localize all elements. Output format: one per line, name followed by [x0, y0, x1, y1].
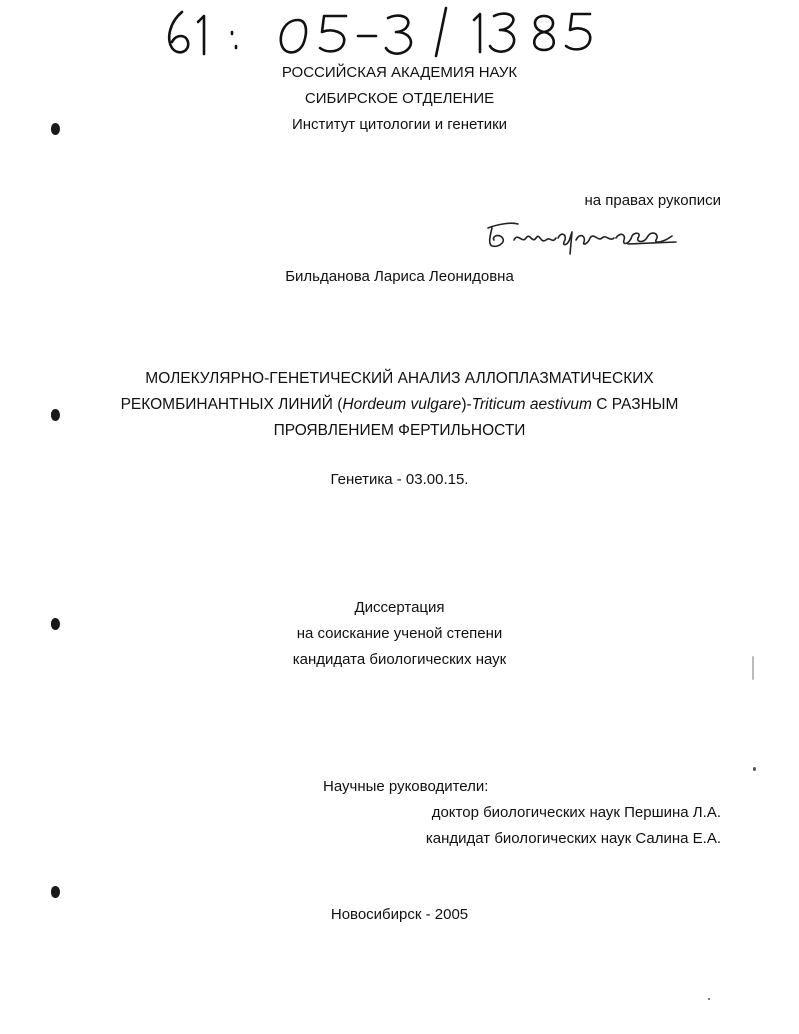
scan-artifact — [753, 767, 756, 771]
species-triticum: Triticum aestivum — [471, 396, 592, 413]
degree-line-2: на соискание ученой степени — [296, 625, 503, 642]
academy-name: РОССИЙСКАЯ АКАДЕМИЯ НАУК — [281, 64, 518, 81]
institute-name: Институт цитологии и генетики — [291, 116, 508, 133]
title-line-1: МОЛЕКУЛЯРНО-ГЕНЕТИЧЕСКИЙ АНАЛИЗ АЛЛОПЛАЗМАТИЧЕСКИХ — [145, 370, 654, 387]
specialty-code: Генетика - 03.00.15. — [330, 471, 469, 488]
title-line-3: ПРОЯВЛЕНИЕМ ФЕРТИЛЬНОСТИ — [273, 422, 526, 439]
degree-line-1: Диссертация — [354, 599, 445, 616]
supervisor-first: доктор биологических наук Першина Л.А. — [431, 804, 721, 821]
binding-hole-mark — [51, 618, 60, 630]
division-name: СИБИРСКОЕ ОТДЕЛЕНИЕ — [304, 90, 495, 107]
binding-hole-mark — [51, 409, 60, 421]
author-signature — [478, 214, 678, 258]
binding-hole-mark — [51, 123, 60, 135]
species-hordeum: Hordeum vulgare — [342, 396, 462, 413]
supervisors-heading: Научные руководители: — [323, 778, 489, 795]
manuscript-rights-note: на правах рукописи — [584, 192, 721, 209]
supervisor-second: кандидат биологических наук Салина Е.А. — [425, 830, 721, 847]
author-name: Бильданова Лариса Леонидовна — [285, 268, 514, 285]
title-line-2 — [0, 392, 799, 418]
title-line-2-mid: )- — [461, 396, 472, 413]
title-line-2-suffix: С РАЗНЫМ — [591, 396, 679, 413]
city-year: Новосибирск - 2005 — [330, 906, 469, 923]
title-line-2-prefix: РЕКОМБИНАНТНЫХ ЛИНИЙ ( — [120, 396, 343, 413]
binding-hole-mark — [51, 886, 60, 898]
handwritten-archive-number — [160, 2, 620, 58]
degree-line-3: кандидата биологических наук — [292, 651, 507, 668]
scan-artifact — [708, 998, 710, 1000]
scan-artifact — [752, 656, 754, 680]
